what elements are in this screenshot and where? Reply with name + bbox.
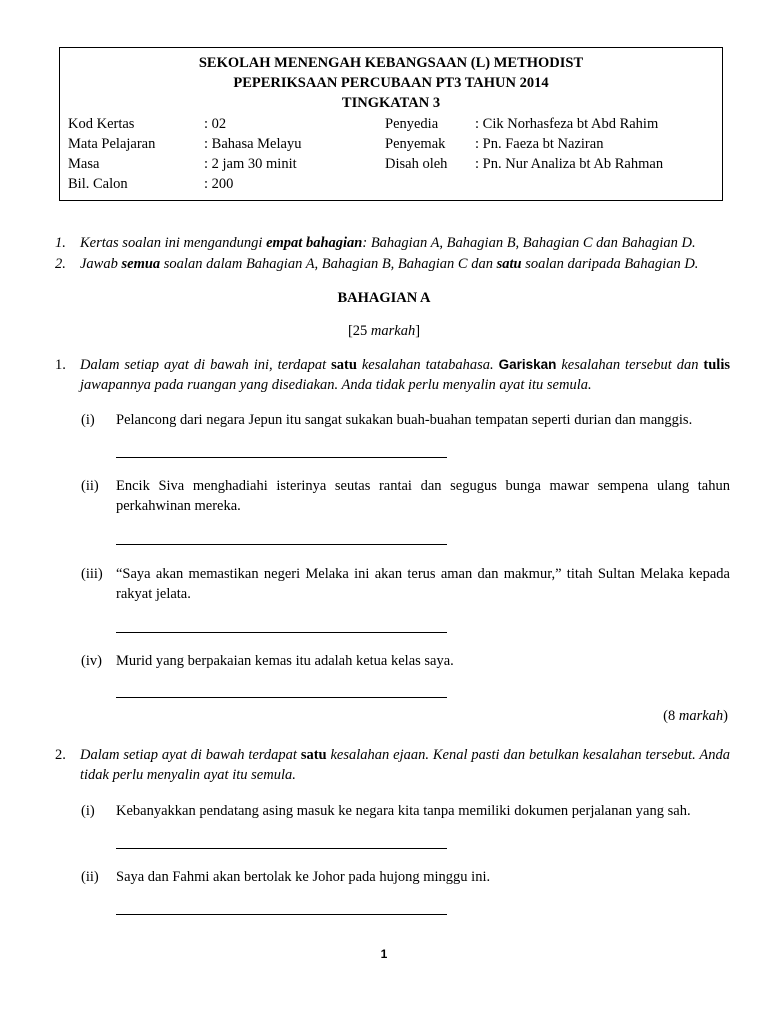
exam-header-box (59, 47, 723, 201)
instruction-emphasis: semua (121, 256, 161, 272)
item-sentence: Pelancong dari negara Jepun itu sangat sukakan buah-buahan tempatan seperti durian dan manggis. (116, 412, 693, 428)
exam-title: PEPERIKSAAN PERCUBAAN PT3 TAHUN 2014 (233, 75, 549, 91)
reviewer-label: Penyemak (385, 136, 446, 152)
instruction-text: soalan daripada Bahagian D. (521, 256, 699, 272)
answer-line[interactable] (116, 632, 447, 633)
school-name: SEKOLAH MENENGAH KEBANGSAAN (L) METHODIST (198, 55, 584, 71)
prompt-text: Dalam setiap ayat di bawah ini, terdapat (80, 357, 332, 373)
answer-line[interactable] (116, 848, 447, 849)
approver-label: Disah oleh (385, 156, 448, 172)
item-sentence: “Saya akan memastikan negeri Melaka ini akan terus aman dan makmur,” titah Sultan Melaka kepada rakyat jelata. (116, 566, 730, 602)
prompt-text: kesalahan tatabahasa. (356, 357, 499, 373)
prompt-text: Dalam setiap ayat di bawah terdapat (80, 747, 301, 763)
prompt-text: jawapannya pada ruangan yang disediakan. Anda tidak perlu menyalin ayat itu semula. (80, 377, 592, 393)
form-level: TINGKATAN 3 (341, 95, 441, 111)
section-marks-open: [25 (347, 323, 371, 339)
instruction-emphasis: empat bahagian (266, 235, 363, 251)
answer-line[interactable] (116, 697, 447, 698)
prompt-text: kesalahan tersebut dan (556, 357, 704, 373)
instruction-text: soalan dalam Bahagian A, Bahagian B, Bahagian C dan (160, 256, 497, 272)
answer-line[interactable] (116, 457, 447, 458)
question-number: 2. (55, 747, 66, 763)
subject-value: : Bahasa Melayu (204, 136, 302, 152)
instruction-number: 2. (55, 256, 66, 272)
paper-code-value: : 02 (204, 116, 227, 132)
item-number: (i) (81, 803, 95, 819)
section-marks-word: markah (370, 323, 416, 339)
item-sentence: Murid yang berpakaian kemas itu adalah ketua kelas saya. (116, 653, 454, 669)
item-number: (ii) (81, 869, 99, 885)
prompt-emphasis: satu (300, 747, 327, 763)
page-number: 1 (380, 947, 388, 961)
item-sentence: Saya dan Fahmi akan bertolak ke Johor pada hujong minggu ini. (116, 869, 491, 885)
instruction-number: 1. (55, 235, 66, 251)
section-marks-close: ] (415, 323, 421, 339)
prompt-emphasis: tulis (703, 357, 730, 373)
marks-word: markah (678, 708, 724, 724)
instruction-text: Kertas soalan ini mengandungi (80, 235, 267, 251)
prompt-emphasis: Gariskan (498, 357, 557, 372)
marks-open: (8 (663, 708, 679, 724)
instruction-emphasis: satu (496, 256, 522, 272)
prompt-text: kesalahan ejaan. Kenal pasti dan betulkan kesalahan tersebut. Anda tidak perlu menyalin ayat itu semula. (80, 747, 731, 783)
item-sentence: Encik Siva menghadiahi isterinya seutas rantai dan segugus bunga mawar sempena ulang tahun perkahwinan mereka. (116, 478, 730, 514)
subject-label: Mata Pelajaran (68, 136, 156, 152)
instruction-text: Jawab (80, 256, 122, 272)
preparer-value: : Cik Norhasfeza bt Abd Rahim (475, 116, 659, 132)
approver-value: : Pn. Nur Analiza bt Ab Rahman (475, 156, 664, 172)
section-marks (0, 321, 768, 341)
answer-line[interactable] (116, 544, 447, 545)
preparer-label: Penyedia (385, 116, 439, 132)
paper-code-label: Kod Kertas (68, 116, 135, 132)
item-number: (i) (81, 412, 95, 428)
item-number: (iii) (81, 566, 103, 582)
duration-value: : 2 jam 30 minit (204, 156, 297, 172)
duration-label: Masa (68, 156, 100, 172)
item-sentence: Kebanyakkan pendatang asing masuk ke negara kita tanpa memiliki dokumen perjalanan yang sah. (116, 803, 691, 819)
answer-line[interactable] (116, 914, 447, 915)
prompt-emphasis: satu (331, 357, 357, 373)
question-marks (663, 706, 728, 726)
item-number: (iv) (81, 653, 102, 669)
candidates-label: Bil. Calon (68, 176, 128, 192)
instruction-text: : Bahagian A, Bahagian B, Bahagian C dan Bahagian D. (362, 235, 696, 251)
question-prompt (80, 745, 730, 785)
item-number: (ii) (81, 478, 99, 494)
section-title: BAHAGIAN A (337, 290, 431, 306)
reviewer-value: : Pn. Faeza bt Naziran (475, 136, 604, 152)
question-number: 1. (55, 357, 66, 373)
question-prompt (80, 355, 730, 395)
candidates-value: : 200 (204, 176, 234, 192)
marks-close: ) (723, 708, 728, 724)
